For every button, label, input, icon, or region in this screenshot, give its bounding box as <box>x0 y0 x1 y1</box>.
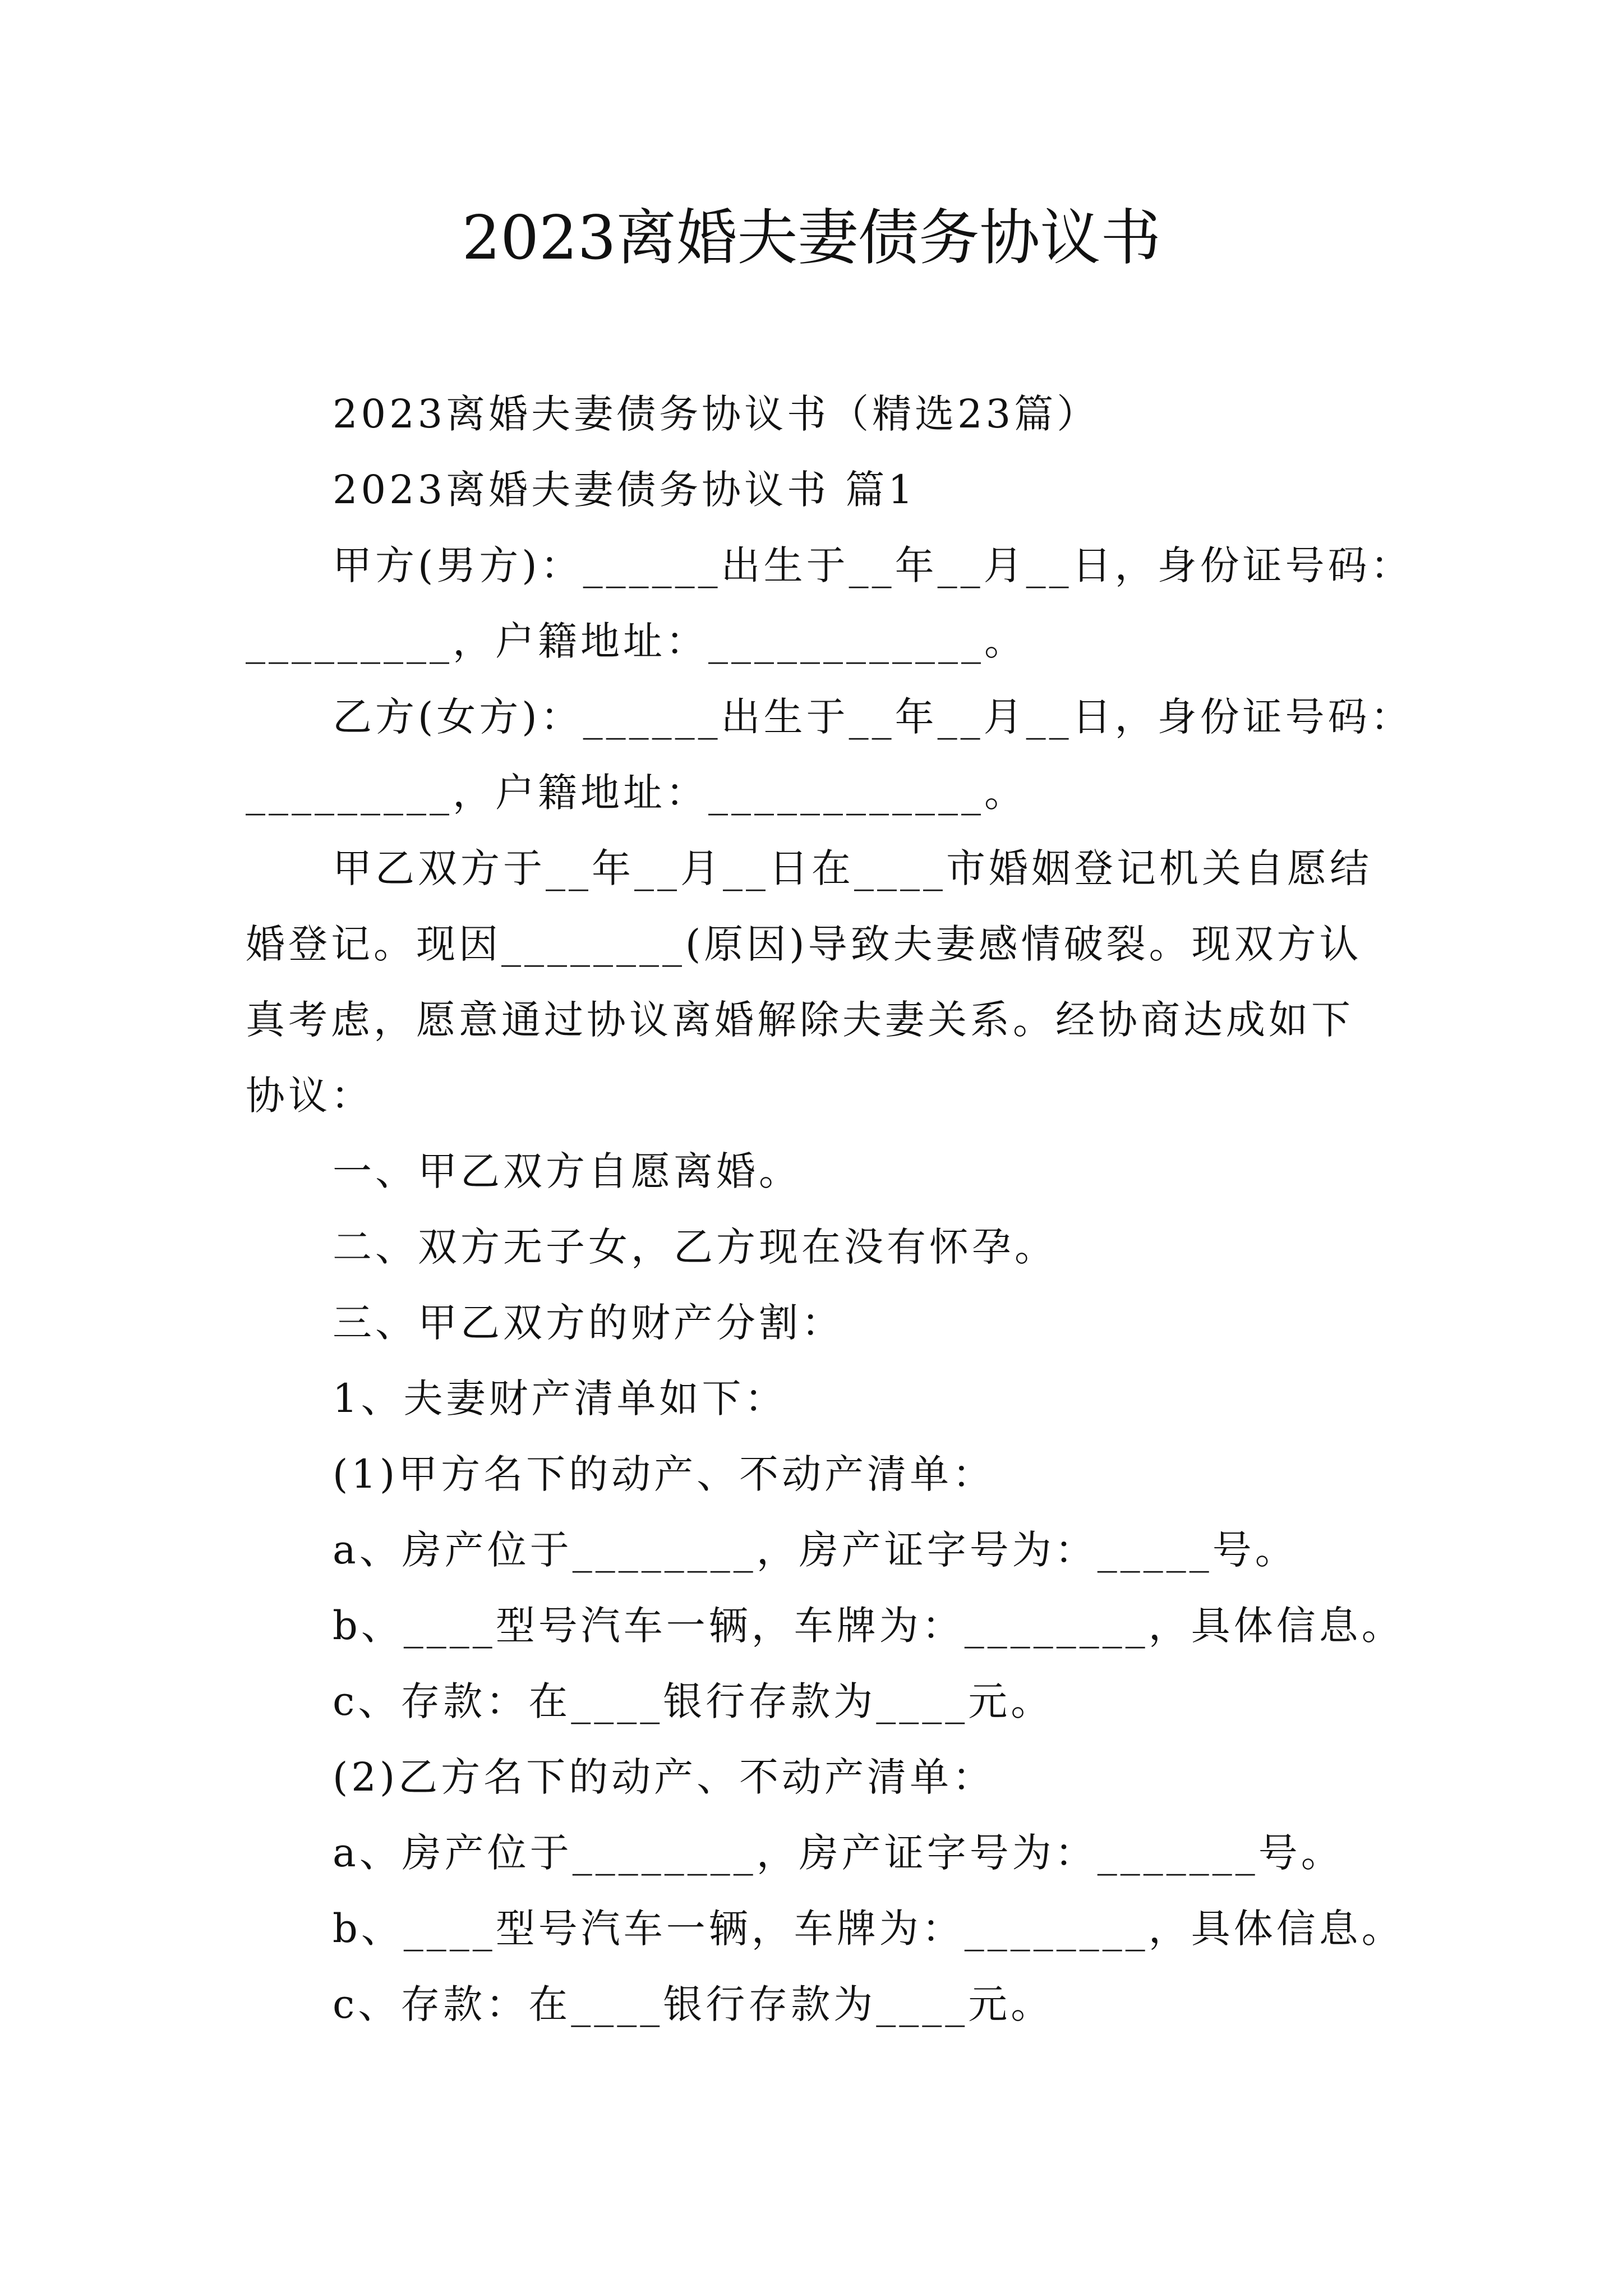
clause-1: 一、甲乙双方自愿离婚。 <box>333 1148 801 1194</box>
party-b-line-1: 乙方(女方)：______出生于__年__月__日，身份证号码： <box>333 694 1413 740</box>
party-a-assets-heading: (1)甲方名下的动产、不动产清单： <box>333 1451 995 1497</box>
doc-section-heading: 2023离婚夫妻债务协议书 篇1 <box>333 467 916 513</box>
party-b-assets-heading: (2)乙方名下的动产、不动产清单： <box>333 1754 995 1800</box>
clause-3: 三、甲乙双方的财产分割： <box>333 1300 844 1346</box>
party-b-asset-c: c、存款：在____银行存款为____元。 <box>333 1981 1054 2027</box>
party-b-line-2: _________，户籍地址：____________。 <box>246 770 1027 816</box>
marriage-para-line-4: 协议： <box>246 1073 374 1119</box>
party-b-asset-a: a、房产位于________，房产证字号为：_______号。 <box>333 1830 1344 1876</box>
party-a-line-1: 甲方(男方)：______出生于__年__月__日，身份证号码： <box>333 542 1413 588</box>
party-a-asset-a: a、房产位于________，房产证字号为：_____号。 <box>333 1527 1298 1573</box>
doc-subtitle: 2023离婚夫妻债务协议书（精选23篇） <box>333 391 1100 437</box>
marriage-para-line-1: 甲乙双方于__年__月__日在____市婚姻登记机关自愿结 <box>333 845 1372 891</box>
party-a-asset-b: b、____型号汽车一辆，车牌为：________，具体信息。 <box>333 1603 1404 1649</box>
property-list-heading: 1、夫妻财产清单如下： <box>333 1375 787 1421</box>
party-a-asset-c: c、存款：在____银行存款为____元。 <box>333 1678 1054 1724</box>
document-title: 2023离婚夫妻债务协议书 <box>462 203 1161 273</box>
marriage-para-line-3: 真考虑，愿意通过协议离婚解除夫妻关系。经协商达成如下 <box>246 997 1354 1043</box>
clause-2: 二、双方无子女，乙方现在没有怀孕。 <box>333 1224 1057 1270</box>
marriage-para-line-2: 婚登记。现因________(原因)导致夫妻感情破裂。现双方认 <box>246 921 1362 967</box>
party-a-line-2: _________，户籍地址：____________。 <box>246 618 1027 664</box>
party-b-asset-b: b、____型号汽车一辆，车牌为：________，具体信息。 <box>333 1906 1404 1952</box>
